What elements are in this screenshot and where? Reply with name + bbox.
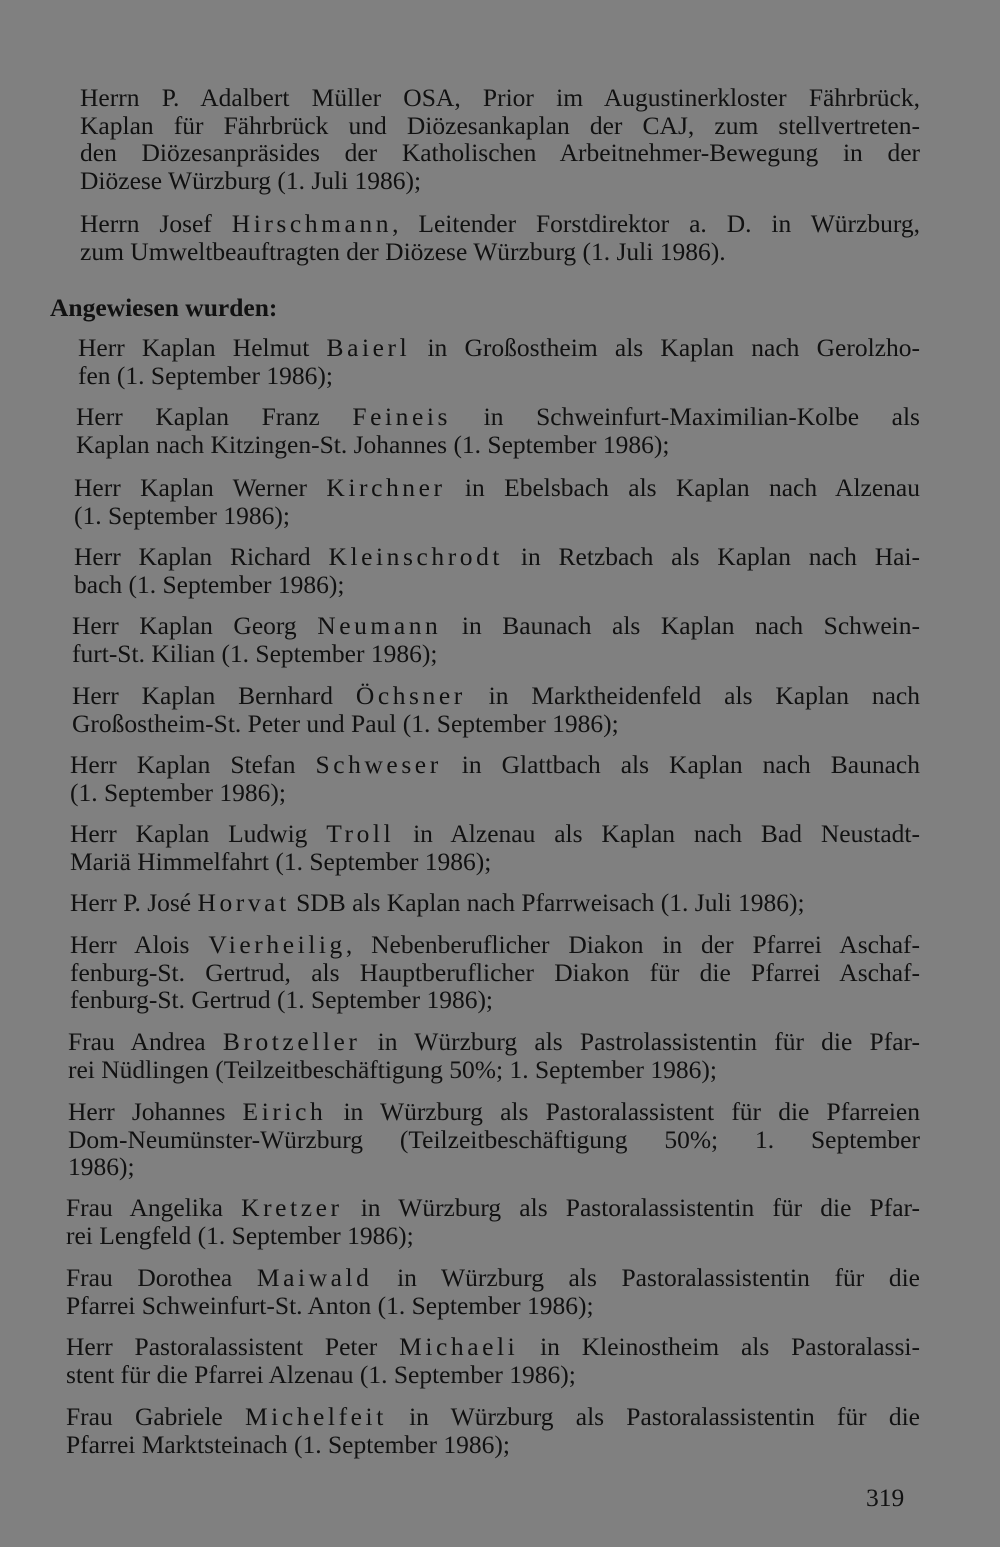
entry-text: SDB als Kaplan nach Pfarrweisach (1. Juli 1986); xyxy=(289,888,805,917)
entry-text: Kaplan für Fährbrück und Diözesankaplan der CAJ, zum stellvertreten- xyxy=(80,110,920,140)
entry-text: Großostheim-St. Peter und Paul (1. September 1986); xyxy=(72,708,619,738)
entry-line xyxy=(78,334,920,362)
entry-line xyxy=(80,84,920,112)
entry-text: Pfarrei Marktsteinach (1. September 1986); xyxy=(66,1429,510,1459)
entry-text: rei Lengfeld (1. September 1986); xyxy=(66,1220,414,1250)
entry-text: Herr Alois xyxy=(70,930,209,959)
entry-line xyxy=(70,848,920,876)
entry-text: in Glattbach als Kaplan nach Baunach xyxy=(441,750,920,779)
assignment-entry-4 xyxy=(74,543,920,598)
person-surname: Michelfeit xyxy=(244,1402,387,1431)
entry-line xyxy=(68,1028,920,1056)
appointment-entry-2 xyxy=(80,210,920,265)
entry-text: in Kleinostheim als Pastoralassi- xyxy=(518,1332,920,1361)
assignment-entry-13 xyxy=(66,1194,920,1249)
entry-text: Herr Kaplan Franz xyxy=(76,402,353,431)
person-surname: Hirschmann xyxy=(231,209,393,238)
entry-text: in Retzbach als Kaplan nach Hai- xyxy=(503,542,921,571)
entry-text: in Großostheim als Kaplan nach Gerolzho- xyxy=(410,333,920,362)
entry-line xyxy=(66,1292,920,1320)
entry-line xyxy=(74,571,920,599)
entry-text: fen (1. September 1986); xyxy=(78,360,333,390)
entry-text: in Schweinfurt-Maximilian-Kolbe als xyxy=(450,402,920,431)
entry-line xyxy=(70,959,920,987)
entry-text: Herr Kaplan Stefan xyxy=(70,750,316,779)
entry-text: Frau Andrea xyxy=(68,1027,223,1056)
entry-line xyxy=(76,403,920,431)
entry-line xyxy=(80,167,920,195)
entry-text: Herr Kaplan Helmut xyxy=(78,333,327,362)
person-surname: Kleinschrodt xyxy=(328,542,504,571)
entry-text: Herr Kaplan Werner xyxy=(74,473,327,502)
entry-line xyxy=(72,682,920,710)
entry-line xyxy=(66,1264,920,1292)
entry-text: zum Umweltbeauftragten der Diözese Würzburg (1. Juli 1986). xyxy=(80,236,726,266)
entry-line xyxy=(70,889,920,917)
person-surname: Brotzeller xyxy=(222,1027,361,1056)
entry-text: , Nebenberuflicher Diakon in der Pfarrei Aschaf- xyxy=(345,930,920,959)
assignment-entry-6 xyxy=(72,682,920,737)
page-number: 319 xyxy=(866,1483,905,1512)
entry-line xyxy=(66,1431,920,1459)
entry-text: Frau Gabriele xyxy=(66,1402,245,1431)
entry-line xyxy=(80,139,920,167)
entry-line xyxy=(72,710,920,738)
entry-line xyxy=(68,1056,920,1084)
entry-text: Herrn Josef xyxy=(80,209,232,238)
entry-text: in Würzburg als Pastoralassistentin für die xyxy=(386,1402,920,1431)
entry-text: rei Nüdlingen (Teilzeitbeschäftigung 50%; 1. September 1986); xyxy=(68,1054,717,1084)
entry-text: in Würzburg als Pastoralassistentin für die xyxy=(372,1263,920,1292)
entry-text: Herr Johannes xyxy=(68,1097,243,1126)
person-surname: Kretzer xyxy=(241,1193,343,1222)
entry-line xyxy=(76,431,920,459)
entry-text: Frau Dorothea xyxy=(66,1263,257,1292)
person-surname: Vierheilig xyxy=(208,930,346,959)
assignment-entry-14 xyxy=(66,1264,920,1319)
entry-text: (1. September 1986); xyxy=(70,777,286,807)
entry-text: Pfarrei Schweinfurt-St. Anton (1. September 1986); xyxy=(66,1290,594,1320)
entry-line xyxy=(66,1333,920,1361)
entry-text: Diözese Würzburg (1. Juli 1986); xyxy=(80,165,422,195)
entry-line xyxy=(66,1403,920,1431)
person-surname: Öchsner xyxy=(355,681,466,710)
entry-line xyxy=(68,1098,920,1126)
person-surname: Kirchner xyxy=(326,473,446,502)
entry-line xyxy=(66,1361,920,1389)
entry-text: in Baunach als Kaplan nach Schwein- xyxy=(441,611,920,640)
entry-line xyxy=(74,474,920,502)
entry-line xyxy=(80,238,920,266)
entry-text: Herrn P. Adalbert Müller OSA, Prior im Augustinerkloster Fährbrück, xyxy=(80,83,920,112)
person-surname: Maiwald xyxy=(256,1263,373,1292)
entry-line xyxy=(68,1153,920,1181)
assignment-entry-10 xyxy=(70,931,920,1014)
entry-line xyxy=(68,1126,920,1154)
entry-text: in Würzburg als Pastoralassistentin für die Pfar- xyxy=(342,1193,921,1222)
entry-line xyxy=(66,1194,920,1222)
assignment-entry-3 xyxy=(74,474,920,529)
entry-text: Herr Kaplan Georg xyxy=(72,611,318,640)
entry-text: den Diözesanpräsides der Katholischen Arbeitnehmer-Bewegung in der xyxy=(80,138,920,167)
person-surname: Michaeli xyxy=(399,1332,519,1361)
entry-text: Herr Kaplan Richard xyxy=(74,542,329,571)
assignment-entry-16 xyxy=(66,1403,920,1458)
entry-text: Mariä Himmelfahrt (1. September 1986); xyxy=(70,846,492,876)
assignment-entry-5 xyxy=(72,612,920,667)
assignment-entry-15 xyxy=(66,1333,920,1388)
entry-line xyxy=(80,112,920,140)
person-surname: Horvat xyxy=(197,888,290,917)
entry-line xyxy=(70,751,920,779)
entry-line xyxy=(72,640,920,668)
entry-text: in Ebelsbach als Kaplan nach Alzenau xyxy=(445,473,920,502)
entry-line xyxy=(72,612,920,640)
assignment-entry-9 xyxy=(70,889,920,917)
assignment-entry-8 xyxy=(70,820,920,875)
assignment-entry-1 xyxy=(78,334,920,389)
entry-line xyxy=(70,931,920,959)
entry-line xyxy=(66,1222,920,1250)
entry-text: in Marktheidenfeld als Kaplan nach xyxy=(465,681,920,710)
appointment-entry-1 xyxy=(80,84,920,194)
entry-text: Dom-Neumünster-Würzburg (Teilzeitbeschäftigung 50%; 1. September xyxy=(68,1124,920,1154)
entry-text: Herr Pastoralassistent Peter xyxy=(66,1332,400,1361)
person-surname: Baierl xyxy=(326,333,411,362)
entry-text: stent für die Pfarrei Alzenau (1. September 1986); xyxy=(66,1359,576,1389)
assignment-entry-12 xyxy=(68,1098,920,1181)
entry-text: fenburg-St. Gertrud, als Hauptberuflicher Diakon für die Pfarrei Aschaf- xyxy=(70,957,920,987)
entry-text: 1986); xyxy=(68,1152,135,1181)
entry-text: Frau Angelika xyxy=(66,1193,242,1222)
person-surname: Neumann xyxy=(317,611,442,640)
entry-text: , Leitender Forstdirektor a. D. in Würzburg, xyxy=(392,209,920,238)
entry-text: (1. September 1986); xyxy=(74,500,290,530)
entry-text: furt-St. Kilian (1. September 1986); xyxy=(72,638,438,668)
person-surname: Feineis xyxy=(352,402,451,431)
entry-text: in Würzburg als Pastoralassistent für die Pfarreien xyxy=(326,1097,920,1126)
entry-text: Herr Kaplan Ludwig xyxy=(70,819,327,848)
assignment-entry-2 xyxy=(76,403,920,458)
entry-text: Herr Kaplan Bernhard xyxy=(72,681,356,710)
entry-text: Herr P. José xyxy=(70,888,198,917)
entry-text: bach (1. September 1986); xyxy=(74,569,345,599)
assignment-entry-11 xyxy=(68,1028,920,1083)
entry-line xyxy=(70,779,920,807)
entry-line xyxy=(74,502,920,530)
entry-line xyxy=(74,543,920,571)
entry-line xyxy=(70,986,920,1014)
entry-text: Kaplan nach Kitzingen-St. Johannes (1. September 1986); xyxy=(76,429,670,459)
person-surname: Schweser xyxy=(315,750,442,779)
assignment-entry-7 xyxy=(70,751,920,806)
entry-line xyxy=(80,210,920,238)
person-surname: Troll xyxy=(326,819,395,848)
entry-text: fenburg-St. Gertrud (1. September 1986); xyxy=(70,985,494,1014)
section-heading: Angewiesen wurden: xyxy=(50,293,278,322)
entry-line xyxy=(70,820,920,848)
entry-text: in Würzburg als Pastrolassistentin für die Pfar- xyxy=(360,1027,920,1056)
person-surname: Eirich xyxy=(242,1097,327,1126)
entry-text: in Alzenau als Kaplan nach Bad Neustadt- xyxy=(394,819,920,848)
entry-line xyxy=(78,362,920,390)
